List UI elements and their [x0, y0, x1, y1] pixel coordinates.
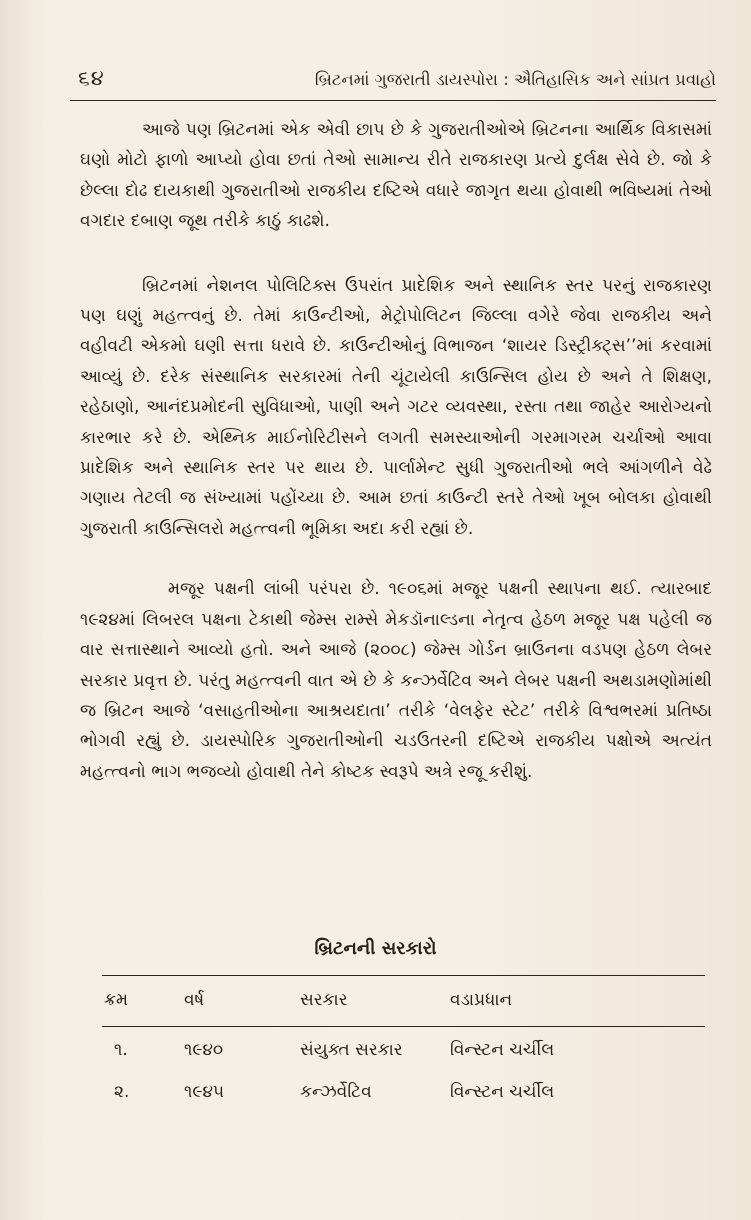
table-cell-government: કન્ઝર્વેટિવ	[300, 1082, 372, 1102]
paragraph-2: બ્રિટનમાં નેશનલ પોલિટિક્સ ઉપરાંત પ્રાદેશિક અને સ્થાનિક સ્તર પરનું રાજકારણ પણ ઘણું મહત્ત્વનું છે. તેમાં કાઉન્ટીઓ, મેટ્રોપોલિટન જિલ્લા વગેરે જેવા રાજકીય અને વહીવટી એકમો ઘણી સત્તા ધરાવે છે. કાઉન્ટીઓનું વિભાજન ‘શાયર ડિસ્ટ્રીક્ટ્સ’’માં કરવામાં આવ્યું છે. દરેક સંસ્થાનિક સરકારમાં તેની ચૂંટાયેલી કાઉન્સિલ હોય છે અને તે શિક્ષણ, રહેઠાણો, આનંદપ્રમોદની સુવિધાઓ, પાણી અને ગટર વ્યવસ્થા, રસ્તા તથા જાહેર આરોગ્યનો કારભાર કરે છે. એથ્નિક માઈનોરિટીસને લગતી સમસ્યાઓની ગરમાગરમ ચર્ચાઓ આવા પ્રાદેશિક અને સ્થાનિક સ્તર પર થાય છે. પાર્લામેન્ટ સુધી ગુજરાતીઓ ભલે આંગળીને વેઢે ગણાય તેટલી જ સંખ્યામાં પહોંચ્યા છે. આમ છતાં કાઉન્ટી સ્તરે તેઓ ખૂબ બોલકા હોવાથી ગુજરાતી કાઉન્સિલરો મહત્ત્વની ભૂમિકા અદા કરી રહ્યાં છે.	[80, 275, 712, 539]
page-header	[70, 62, 716, 94]
table-cell-year: ૧૯૪૦	[184, 1040, 224, 1060]
table-cell-prime-minister: વિન્સ્ટન ચર્ચીલ	[450, 1082, 555, 1102]
table-header-prime-minister: વડાપ્રધાન	[450, 990, 513, 1010]
table-cell-year: ૧૯૪૫	[184, 1082, 225, 1102]
running-title: બ્રિટનમાં ગુજરાતી ડાયસ્પોરા : ઐતિહાસિક અને સાંપ્રત પ્રવાહો	[314, 70, 716, 89]
table-header-government: સરકાર	[300, 990, 348, 1010]
body-text	[80, 115, 712, 787]
paragraph-1: આજે પણ બ્રિટનમાં એક એવી છાપ છે કે ગુજરાતીઓએ બ્રિટનના આર્થિક વિકાસમાં ઘણો મોટો ફાળો આપ્યો હોવા છતાં તેઓ સામાન્ય રીતે રાજકારણ પ્રત્યે દુર્લક્ષ સેવે છે. જો કે છેલ્લા દોઢ દાયકાથી ગુજરાતીઓ રાજકીય દષ્ટિએ વધારે જાગૃત થયા હોવાથી ભવિષ્યમાં તેઓ વગદાર દબાણ જૂથ તરીકે કાઠું કાઢશે.	[80, 120, 712, 232]
table-cell-serial: ૨.	[114, 1082, 130, 1102]
table-header-rule	[102, 1026, 705, 1027]
table-cell-government: સંયુક્ત સરકાર	[300, 1040, 403, 1060]
paragraph-3: મજૂર પક્ષની લાંબી પરંપરા છે. ૧૯૦૬માં મજૂર પક્ષની સ્થાપના થઈ. ત્યારબાદ ૧૯૨૪માં લિબરલ પક્ષના ટેકાથી જેમ્સ રામ્સે મેકડૉનાલ્ડના નેતૃત્વ હેઠળ મજૂર પક્ષ પહેલી જ વાર સત્તાસ્થાને આવ્યો હતો. અને આજે (૨૦૦૮) જેમ્સ ગોર્ડન બ્રાઉનના વડપણ હેઠળ લેબર સરકાર પ્રવૃત્ત છે. પરંતુ મહત્ત્વની વાત એ છે કે કન્ઝર્વેટિવ અને લેબર પક્ષની અથડામણોમાંથી જ બ્રિટન આજે ‘વસાહતીઓના આશ્રયદાતા’ તરીકે ‘વેલફેર સ્ટેટ’ તરીકે વિશ્વભરમાં પ્રતિષ્ઠા ભોગવી રહ્યું છે. ડાયસ્પોરિક ગુજરાતીઓની ચડઉતરની દષ્ટિએ રાજકીય પક્ષોએ અત્યંત મહત્ત્વનો ભાગ ભજવ્યો હોવાથી તેને કોષ્ટક સ્વરૂપે અત્રે રજૂ કરીશું.	[80, 579, 712, 782]
page-number: ૬૪	[78, 66, 105, 90]
table-cell-prime-minister: વિન્સ્ટન ચર્ચીલ	[450, 1040, 555, 1060]
table-cell-serial: ૧.	[114, 1040, 128, 1060]
table-header-serial: ક્રમ	[104, 990, 129, 1010]
table-header-year: વર્ષ	[184, 990, 205, 1010]
table-top-rule	[102, 975, 705, 976]
header-divider	[70, 100, 716, 101]
table-title: બ્રિટનની સરકારો	[314, 938, 437, 959]
